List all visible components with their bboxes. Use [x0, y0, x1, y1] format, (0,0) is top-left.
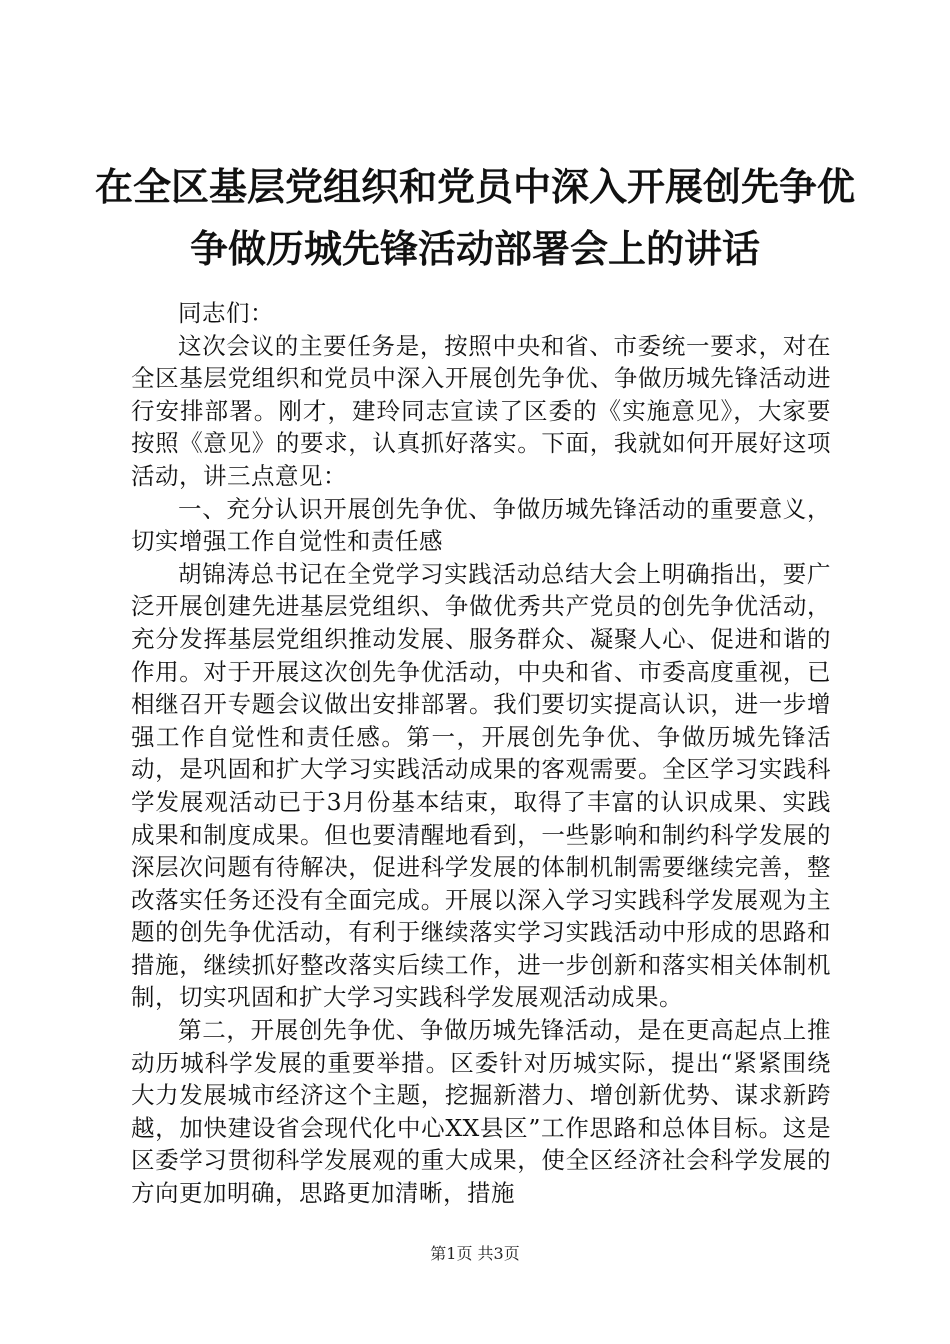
paragraph: 这次会议的主要任务是，按照中央和省、市委统一要求，对在全区基层党组织和党员中深入开展创先争优、争做历城先锋活动进行安排部署。刚才，建玲同志宣读了区委的《实施意见》，大家要按照《意见》的要求，认真抓好落实。下面，我就如何开展好这项活动，讲三点意见： — [131, 331, 831, 490]
document-body — [131, 297, 831, 1210]
document-title-line-1: 在全区基层党组织和党员中深入开展创先争优 — [94, 165, 855, 209]
paragraph: 胡锦涛总书记在全党学习实践活动总结大会上明确指出，要广泛开展创建先进基层党组织、争做优秀共产党员的创先争优活动，充分发挥基层党组织推动发展、服务群众、凝聚人心、促进和谐的作用。对于开展这次创先争优活动，中央和省、市委高度重视，已相继召开专题会议做出安排部署。我们要切实提高认识，进一步增强工作自觉性和责任感。第一，开展创先争优、争做历城先锋活动，是巩固和扩大学习实践活动成果的客观需要。全区学习实践科学发展观活动已于3月份基本结束，取得了丰富的认识成果、实践成果和制度成果。但也要清醒地看到，一些影响和制约科学发展的深层次问题有待解决，促进科学发展的体制机制需要继续完善，整改落实任务还没有全面完成。开展以深入学习实践科学发展观为主题的创先争优活动，有利于继续落实学习实践活动中形成的思路和措施，继续抓好整改落实后续工作，进一步创新和落实相关体制机制，切实巩固和扩大学习实践科学发展观活动成果。 — [131, 559, 831, 1012]
section-heading: 一、充分认识开展创先争优、争做历城先锋活动的重要意义，切实增强工作自觉性和责任感 — [131, 494, 831, 556]
document-title-line-2: 争做历城先锋活动部署会上的讲话 — [189, 227, 760, 271]
page-footer: 第1页 共3页 — [430, 1244, 520, 1263]
paragraph: 第二，开展创先争优、争做历城先锋活动，是在更高起点上推动历城科学发展的重要举措。区委针对历城实际，提出“紧紧围绕大力发展城市经济这个主题，挖掘新潜力、增创新优势、谋求新跨越，加快建设省会现代化中心XX县区”工作思路和总体目标。这是区委学习贯彻科学发展观的重大成果，使全区经济社会科学发展的方向更加明确，思路更加清晰，措施 — [131, 1016, 831, 1208]
salutation: 同志们： — [178, 299, 274, 327]
